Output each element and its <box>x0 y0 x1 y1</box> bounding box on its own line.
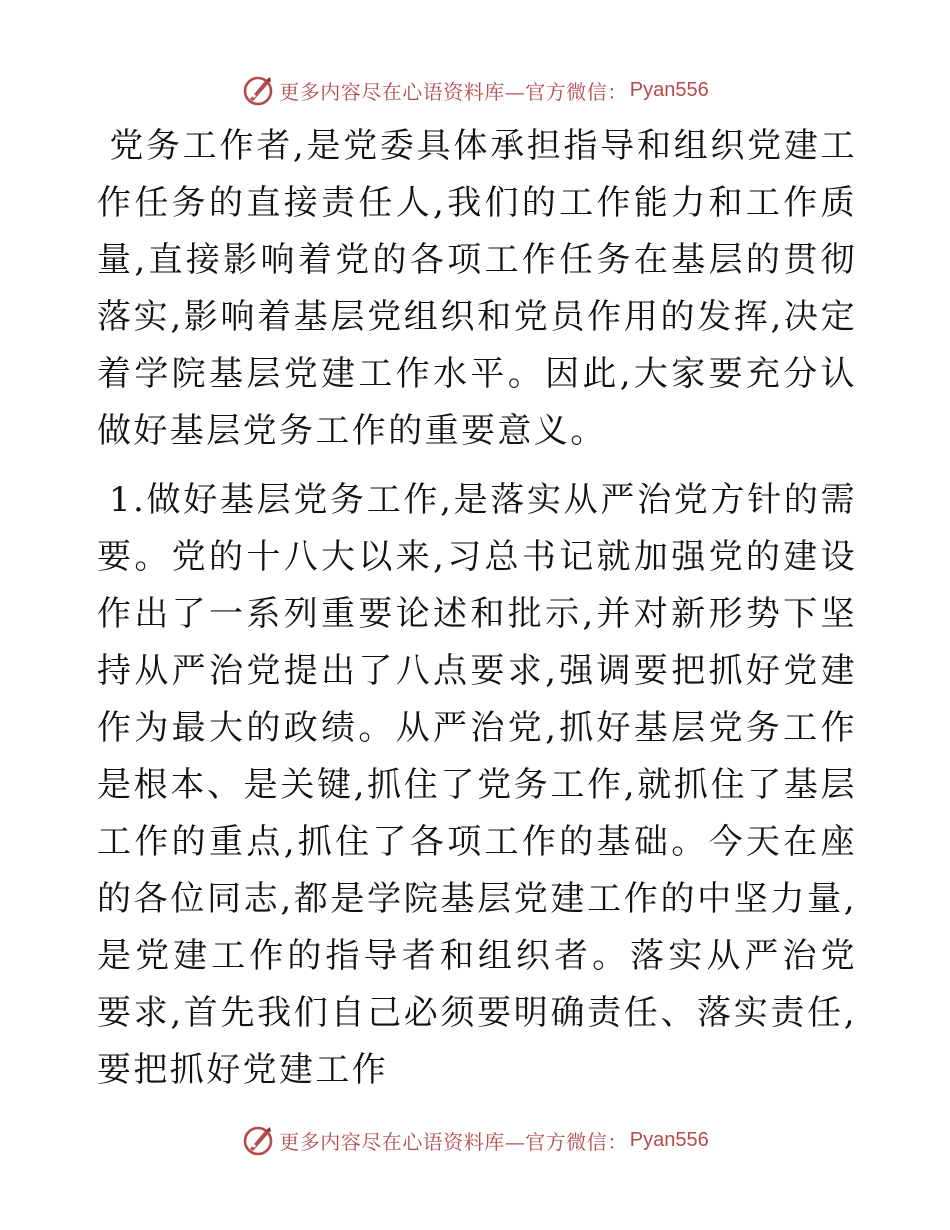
footer-wechat-id: Pyan556 <box>629 1128 709 1151</box>
document-body <box>97 118 857 1099</box>
paragraph-1-text: 党务工作者,是党委具体承担指导和组织党建工作任务的直接责任人,我们的工作能力和工作质量,直接影响着党的各项工作任务在基层的贯彻落实,影响着基层党组织和党员作用的发挥,决定着学院基层党建工作水平。因此,大家要充分认做好基层党务工作的重要意义。 <box>97 126 857 451</box>
footer-banner-text: 更多内容尽在心语资料库—官方微信： <box>279 1129 628 1154</box>
header-banner-text: 更多内容尽在心语资料库—官方微信： <box>279 79 628 104</box>
body-paragraph <box>97 472 857 1099</box>
header-wechat-id: Pyan556 <box>629 78 709 101</box>
paragraph-2-text: 1.做好基层党务工作,是落实从严治党方针的需要。党的十八大以来,习总书记就加强党的建设作出了一系列重要论述和批示,并对新形势下坚持从严治党提出了八点要求,强调要把抓好党建作为最大的政绩。从严治党,抓好基层党务工作是根本、是关键,抓住了党务工作,就抓住了基层工作的重点,抓住了各项工作的基础。今天在座的各位同志,都是学院基层党建工作的中坚力量,是党建工作的指导者和组织者。落实从严治党要求,首先我们自己必须要明确责任、落实责任,要把抓好党建工作 <box>97 480 857 1090</box>
header-banner <box>0 70 950 110</box>
body-paragraph <box>97 118 857 460</box>
quill-pen-logo-icon <box>241 73 275 107</box>
footer-banner <box>0 1120 950 1160</box>
quill-pen-logo-icon <box>241 1123 275 1157</box>
